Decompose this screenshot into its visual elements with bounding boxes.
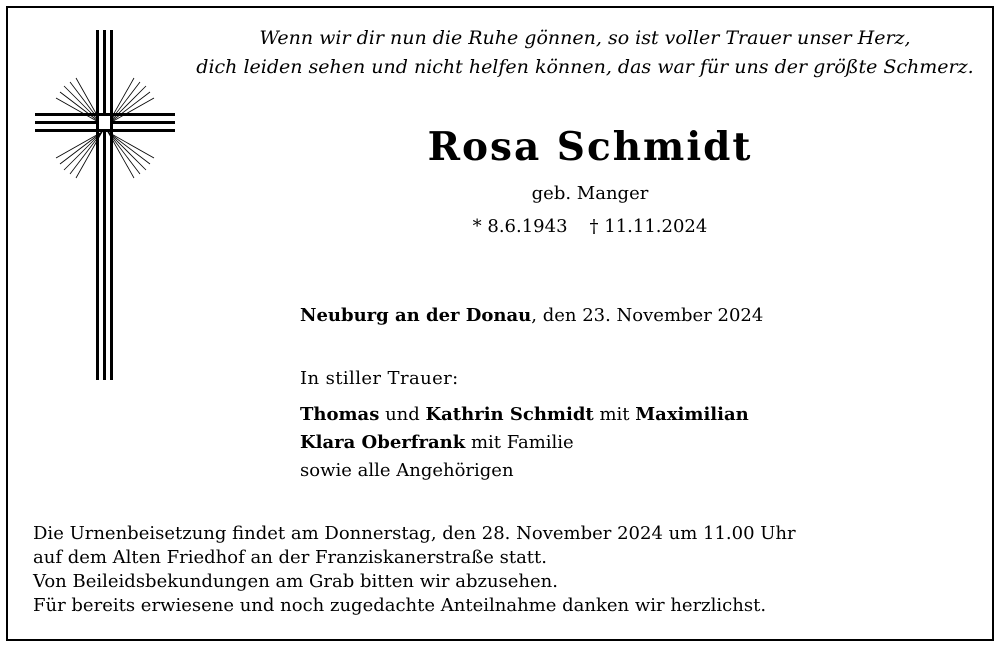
death-date: † 11.11.2024: [589, 216, 708, 237]
notice-line-4: Für bereits erwiesene und noch zugedachte Anteilnahme danken wir herzlichst.: [33, 595, 767, 616]
deceased-name: Rosa Schmidt: [427, 124, 753, 170]
mourner-name: Kathrin Schmidt: [425, 404, 594, 425]
notice-line-2: auf dem Alten Friedhof an der Franziskanerstraße statt.: [33, 547, 547, 568]
mourners-line-3: sowie alle Angehörigen: [300, 460, 514, 481]
mourners-line-2: [300, 429, 749, 457]
notice-date: , den 23. November 2024: [531, 305, 764, 326]
conjunction: und: [379, 404, 426, 425]
funeral-notice: [33, 522, 983, 618]
mourners-list: [300, 401, 749, 485]
mourner-suffix: mit Familie: [465, 432, 574, 453]
place-date: [300, 305, 763, 326]
maiden-name: geb. Manger: [531, 183, 649, 204]
birth-date: * 8.6.1943: [472, 216, 568, 237]
mourner-name: Thomas: [300, 404, 380, 425]
poem-verse: [190, 24, 980, 82]
poem-line-1: Wenn wir dir nun die Ruhe gönnen, so ist voller Trauer unser Herz,: [259, 27, 911, 49]
place-name: Neuburg an der Donau: [300, 305, 532, 326]
poem-line-2: dich leiden sehen und nicht helfen können, das war für uns der größte Schmerz.: [196, 56, 974, 78]
mourner-name: Maximilian: [635, 404, 749, 425]
life-dates: [380, 216, 800, 237]
notice-line-1: Die Urnenbeisetzung findet am Donnerstag, den 28. November 2024 um 11.00 Uhr: [33, 523, 796, 544]
notice-line-3: Von Beileidsbekundungen am Grab bitten wir abzusehen.: [33, 571, 558, 592]
mourning-intro: In stiller Trauer:: [300, 368, 459, 389]
mourner-name: Klara Oberfrank: [300, 432, 466, 453]
cross-icon: [32, 28, 178, 382]
mourners-line-1: [300, 401, 749, 429]
conjunction: mit: [593, 404, 636, 425]
